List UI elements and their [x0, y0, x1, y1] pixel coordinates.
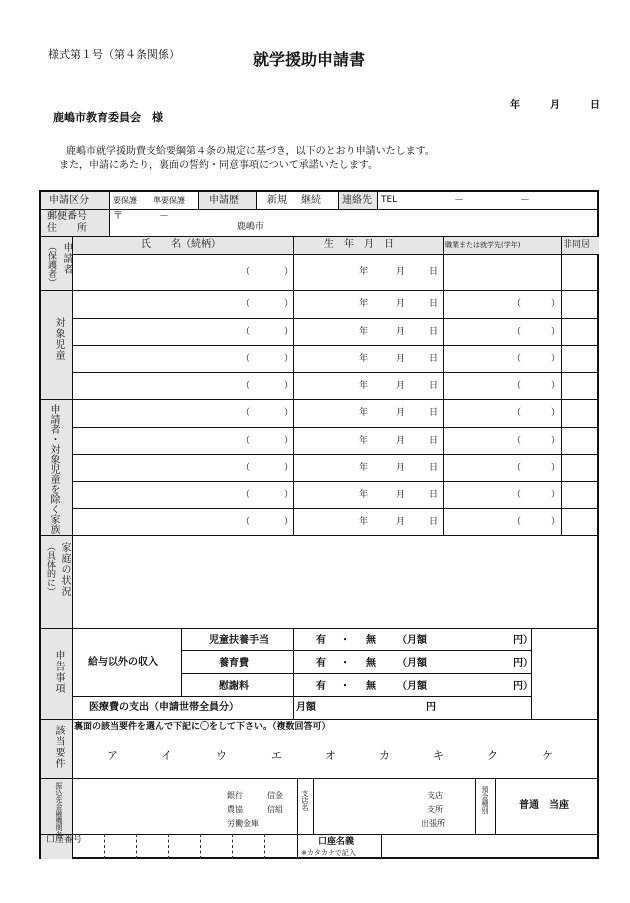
row-5-dob-month: 月 [396, 381, 406, 391]
intro-line-1: 鹿嶋市就学援助費支給要綱第４条の規定に基づき，以下のとおり申請いたします。 [66, 146, 435, 157]
category-option-quasi-protection[interactable]: 準要保護 [153, 196, 185, 205]
row-3-name-paren-close: ） [284, 327, 294, 337]
row-5-occupation-paren-close: ） [551, 381, 561, 391]
deposit-type-options[interactable]: 普通 当座 [519, 800, 569, 811]
declaration-yen-1: 円） [513, 635, 533, 646]
requirement-option-9[interactable]: ケ [542, 749, 553, 762]
row-2-name-paren-close: ） [284, 299, 294, 309]
bank-type-nokyo[interactable]: 農協 [227, 805, 243, 814]
row-2-dob-month: 月 [396, 299, 406, 309]
row-7-name-paren-close: ） [284, 436, 294, 446]
date-year-label: 年 [510, 100, 520, 111]
row-2-occupation-paren-close: ） [551, 299, 561, 309]
page-title: 就学援助申請書 [253, 50, 366, 69]
declaration-item-1: 児童扶養手当 [209, 635, 269, 646]
row-5-occupation-paren-open: （ [512, 381, 522, 391]
row-8-occupation-paren-open: （ [512, 463, 522, 473]
row-3-name-paren-open: （ [241, 327, 251, 337]
row-5-name-paren-close: ） [284, 381, 294, 391]
postal-code-label: 郵便番号 [47, 211, 87, 222]
history-option-continuing[interactable]: 継続 [301, 195, 321, 206]
column-name-relationship: 氏 名（続柄） [141, 239, 221, 250]
row-8-dob-year: 年 [359, 463, 369, 473]
account-holder-label: 口座名義 [318, 837, 355, 847]
requirements-label: 該当要件 [53, 725, 64, 769]
branch-type-branch[interactable]: 支店 [427, 791, 443, 800]
bank-type-shinkin[interactable]: 信金 [267, 791, 283, 800]
row-8-name-paren-close: ） [284, 463, 294, 473]
declaration-dot-3: ・ [340, 681, 350, 692]
postal-mark: 〒 [113, 211, 123, 222]
group-other-family: 申請者・対象児童を除く家族 [48, 404, 59, 534]
bank-type-bank[interactable]: 銀行 [227, 791, 243, 800]
row-2-occupation-paren-open: （ [512, 299, 522, 309]
address-label: 住 所 [47, 223, 87, 234]
requirement-option-6[interactable]: カ [379, 749, 390, 762]
row-1-name-paren-close: ） [284, 267, 294, 277]
row-3-dob-year: 年 [359, 327, 369, 337]
declaration-dot-2: ・ [340, 658, 350, 669]
row-6-dob-day: 日 [429, 408, 439, 418]
row-1-dob-month: 月 [396, 267, 406, 277]
addressee: 鹿嶋市教育委員会 様 [53, 111, 163, 124]
declaration-yes-1[interactable]: 有 [316, 635, 326, 646]
group-applicant-note: （保護者） [46, 242, 56, 287]
requirement-option-2[interactable]: イ [161, 749, 172, 762]
column-date-of-birth: 生 年 月 日 [324, 239, 394, 250]
row-4-occupation-paren-close: ） [551, 354, 561, 364]
row-7-name-paren-open: （ [241, 436, 251, 446]
requirements-instruction: 裏面の該当要件を選んで下記に〇をして下さい。（複数回答可） [74, 722, 331, 732]
row-6-occupation-paren-close: ） [551, 408, 561, 418]
row-9-name-paren-open: （ [241, 490, 251, 500]
category-option-requires-protection[interactable]: 要保護 [113, 196, 137, 205]
row-9-name-paren-close: ） [284, 490, 294, 500]
row-6-dob-month: 月 [396, 408, 406, 418]
row-8-name-paren-open: （ [241, 463, 251, 473]
row-9-dob-day: 日 [429, 490, 439, 500]
row-9-dob-month: 月 [396, 490, 406, 500]
requirement-option-4[interactable]: エ [271, 749, 282, 762]
declaration-item-3: 慰謝料 [219, 681, 249, 692]
row-4-dob-year: 年 [359, 354, 369, 364]
other-income-label: 給与以外の収入 [88, 657, 158, 668]
group-applicant: 申請者 [61, 242, 72, 275]
declaration-no-1[interactable]: 無 [366, 635, 376, 646]
row-3-dob-month: 月 [396, 327, 406, 337]
row-7-dob-day: 日 [429, 436, 439, 446]
date-day-label: 日 [590, 100, 600, 111]
requirement-option-1[interactable]: ア [107, 749, 118, 762]
application-category-label: 申請区分 [49, 195, 89, 206]
row-10-name-paren-close: ） [284, 517, 294, 527]
row-4-name-paren-open: （ [241, 354, 251, 364]
contact-label: 連絡先 [342, 195, 372, 206]
row-10-occupation-paren-open: （ [512, 517, 522, 527]
requirement-option-3[interactable]: ウ [216, 749, 227, 762]
declaration-no-3[interactable]: 無 [366, 681, 376, 692]
requirement-option-8[interactable]: ク [487, 749, 498, 762]
row-7-dob-year: 年 [359, 436, 369, 446]
row-3-dob-day: 日 [429, 327, 439, 337]
account-number-label: 口座番号 [46, 835, 83, 845]
row-8-occupation-paren-close: ） [551, 463, 561, 473]
declaration-monthly-2: （月額 [397, 658, 427, 669]
intro-line-2: また，申請にあたり，裏面の誓約・同意事項について承諾いたします。 [59, 160, 378, 171]
family-situation-label: 家庭の状況 [59, 542, 70, 597]
row-5-name-paren-open: （ [241, 381, 251, 391]
bank-type-shinkumi[interactable]: 信組 [267, 805, 283, 814]
tel-dash-2: － [520, 195, 530, 206]
declaration-yen-2: 円） [513, 658, 533, 669]
row-9-dob-year: 年 [359, 490, 369, 500]
declaration-label: 申告事項 [53, 650, 64, 694]
branch-name-label: 支店名 [301, 790, 309, 811]
declaration-yes-2[interactable]: 有 [316, 658, 326, 669]
row-9-occupation-paren-close: ） [551, 490, 561, 500]
row-6-occupation-paren-open: （ [512, 408, 522, 418]
row-2-dob-day: 日 [429, 299, 439, 309]
row-5-dob-year: 年 [359, 381, 369, 391]
column-occupation-school: 職業または就学先(学年) [445, 241, 521, 249]
family-situation-note: （具体的に） [45, 542, 55, 596]
tel-dash-1: － [454, 195, 464, 206]
row-2-name-paren-open: （ [241, 299, 251, 309]
bank-label: 振込先金融機関名 [55, 782, 63, 838]
row-10-dob-month: 月 [396, 517, 406, 527]
requirement-option-7[interactable]: キ [433, 749, 444, 762]
row-1-dob-day: 日 [429, 267, 439, 277]
row-3-occupation-paren-open: （ [512, 327, 522, 337]
address-city: 鹿嶋市 [237, 222, 265, 232]
row-1-name-paren-open: （ [241, 267, 251, 277]
bank-type-rokin[interactable]: 労働金庫 [227, 819, 259, 828]
row-4-dob-month: 月 [396, 354, 406, 364]
medical-expenses-label: 医療費の支出（申請世帯全員分） [89, 702, 239, 713]
row-6-name-paren-open: （ [241, 408, 251, 418]
row-8-dob-day: 日 [429, 463, 439, 473]
account-holder-note: ※カタカナで記入 [301, 849, 356, 857]
row-4-name-paren-close: ） [284, 354, 294, 364]
row-10-occupation-paren-close: ） [551, 517, 561, 527]
row-9-occupation-paren-open: （ [512, 490, 522, 500]
declaration-item-2: 養育費 [219, 658, 249, 669]
declaration-yes-3[interactable]: 有 [316, 681, 326, 692]
history-option-new[interactable]: 新規 [267, 195, 287, 206]
row-10-name-paren-open: （ [241, 517, 251, 527]
row-6-dob-year: 年 [359, 408, 369, 418]
row-2-dob-year: 年 [359, 299, 369, 309]
application-form [39, 190, 599, 859]
tel-label: TEL [381, 195, 398, 205]
medical-yen-label: 円 [426, 702, 436, 713]
column-non-resident: 非同居 [563, 240, 591, 250]
postal-dash: － [159, 211, 169, 222]
row-8-dob-month: 月 [396, 463, 406, 473]
deposit-type-label: 預金種別 [481, 786, 489, 814]
declaration-dot-1: ・ [340, 635, 350, 646]
row-5-dob-day: 日 [429, 381, 439, 391]
branch-type-sub-office[interactable]: 出張所 [421, 819, 445, 828]
row-3-occupation-paren-close: ） [551, 327, 561, 337]
declaration-monthly-3: （月額 [397, 681, 427, 692]
medical-monthly-label: 月額 [296, 702, 316, 713]
row-10-dob-year: 年 [359, 517, 369, 527]
row-7-occupation-paren-open: （ [512, 436, 522, 446]
application-history-label: 申請歴 [209, 195, 239, 206]
form-number: 様式第１号（第４条関係） [48, 48, 180, 61]
row-6-name-paren-close: ） [284, 408, 294, 418]
requirement-option-5[interactable]: オ [325, 749, 336, 762]
date-month-label: 月 [550, 100, 560, 111]
declaration-yen-3: 円） [513, 681, 533, 692]
row-1-dob-year: 年 [359, 267, 369, 277]
row-10-dob-day: 日 [429, 517, 439, 527]
declaration-monthly-1: （月額 [397, 635, 427, 646]
row-4-occupation-paren-open: （ [512, 354, 522, 364]
declaration-no-2[interactable]: 無 [366, 658, 376, 669]
row-7-dob-month: 月 [396, 436, 406, 446]
row-4-dob-day: 日 [429, 354, 439, 364]
row-7-occupation-paren-close: ） [551, 436, 561, 446]
group-target-children: 対象児童 [53, 317, 64, 361]
branch-type-office[interactable]: 支所 [427, 805, 443, 814]
